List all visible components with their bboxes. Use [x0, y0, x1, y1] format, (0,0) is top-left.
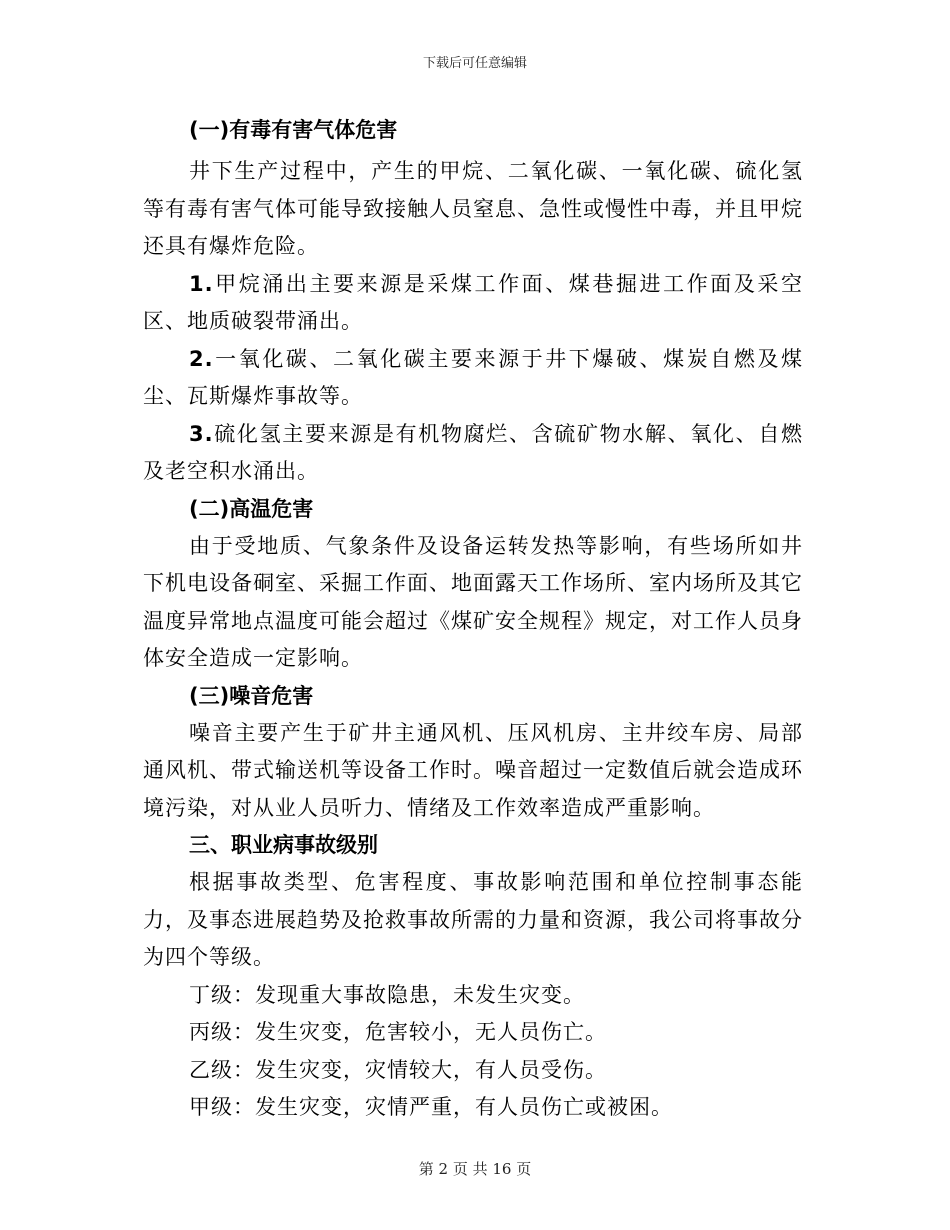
page-header: 下载后可任意编辑: [422, 56, 527, 71]
page-footer: 第 2 页 共 16 页: [418, 1160, 532, 1178]
section-heading-noise: (三)噪音危害: [189, 683, 314, 708]
paragraph-heat: 由于受地质、气象条件及设备运转发热等影响，有些场所如井下机电设备硐室、采掘工作面、地面露天工作场所、室内场所及其它温度异常地点温度可能会超过《煤矿安全规程》规定，对工作人员身体安全造成一定影响。: [143, 533, 803, 670]
paragraph-noise: 噪音主要产生于矿井主通风机、压风机房、主井绞车房、局部通风机、带式输送机等设备工作时。噪音超过一定数值后就会造成环境污染，对从业人员听力、情绪及工作效率造成严重影响。: [143, 720, 803, 820]
list-item-text: 一氧化碳、二氧化碳主要来源于井下爆破、煤炭自燃及煤尘、瓦斯爆炸事故等。: [143, 346, 803, 408]
list-item-text: 硫化氢主要来源是有机物腐烂、含硫矿物水解、氧化、自燃及老空积水涌出。: [143, 421, 803, 483]
list-number: 3.: [189, 421, 214, 446]
list-item-carbon-oxides: [143, 341, 803, 416]
list-item-methane: [143, 266, 803, 341]
section-heading-heat: (二)高温危害: [189, 496, 314, 521]
paragraph-toxic-gas-intro: 井下生产过程中，产生的甲烷、二氧化碳、一氧化碳、硫化氢等有毒有害气体可能导致接触人员窒息、急性或慢性中毒，并且甲烷还具有爆炸危险。: [143, 159, 803, 258]
level-yi: 乙级：发生灾变，灾情较大，有人员受伤。: [189, 1057, 607, 1082]
document-body: [143, 112, 803, 1127]
level-bing: 丙级：发生灾变，危害较小，无人员伤亡。: [189, 1020, 607, 1044]
section-heading-toxic-gas: (一)有毒有害气体危害: [189, 118, 398, 142]
list-number: 1.: [189, 271, 214, 296]
list-item-hydrogen-sulfide: [143, 416, 803, 491]
section-heading-accident-levels: 三、职业病事故级别: [189, 833, 378, 857]
level-jia: 甲级：发生灾变，灾情严重，有人员伤亡或被困。: [189, 1095, 673, 1119]
paragraph-accident-levels: 根据事故类型、危害程度、事故影响范围和单位控制事态能力，及事态进展趋势及抢救事故所需的力量和资源，我公司将事故分为四个等级。: [143, 870, 803, 969]
level-ding: 丁级：发现重大事故隐患，未发生灾变。: [189, 982, 585, 1007]
list-number: 2.: [189, 346, 214, 371]
list-item-text: 甲烷涌出主要来源是采煤工作面、煤巷掘进工作面及采空区、地质破裂带涌出。: [143, 271, 803, 333]
